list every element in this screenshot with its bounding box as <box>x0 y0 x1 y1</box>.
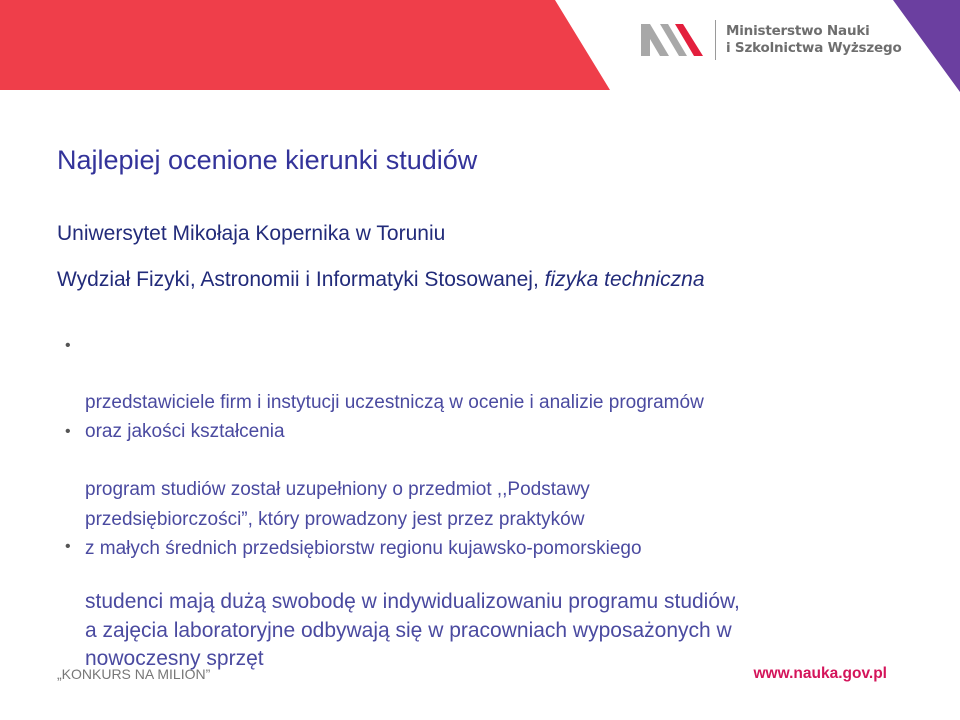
ministry-logo <box>641 18 902 62</box>
bullet-text: przedstawiciele firm i instytucji uczestniczą w ocenie i analizie programów oraz jakości kształcenia <box>85 392 704 442</box>
bullet-text: studenci mają dużą swobodę w indywidualizowaniu programu studiów, a zajęcia laboratoryjne odbywają się w pracowniach wyposażonych w nowoczesny sprzęt <box>85 590 740 670</box>
field-of-study: fizyka techniczna <box>544 268 705 291</box>
university-name: Uniwersytet Mikołaja Kopernika w Toruniu <box>57 222 446 245</box>
bullet-dot-icon: • <box>65 423 71 440</box>
ministry-name-line2: i Szkolnictwa Wyższego <box>726 40 902 56</box>
bullet-text: program studiów został uzupełniony o przedmiot ,,Podstawy przedsiębiorczości”, który prowadzony jest przez praktyków z małych średnich przedsiębiorstw regionu kujawsko-pomorskiego <box>85 479 642 559</box>
purple-corner <box>893 0 960 92</box>
footer-website-link[interactable]: www.nauka.gov.pl <box>753 665 887 682</box>
bullet-dot-icon: • <box>65 538 71 555</box>
bullet-dot-icon: • <box>65 337 71 354</box>
slide-title: Najlepiej ocenione kierunki studiów <box>57 145 478 175</box>
ministry-name <box>726 23 902 57</box>
footer-contest-label: „KONKURS NA MILION” <box>57 666 211 682</box>
faculty-name: Wydział Fizyki, Astronomii i Informatyki Stosowanej, <box>57 268 545 291</box>
ministry-name-line1: Ministerstwo Nauki <box>726 23 870 39</box>
faculty-line <box>57 268 705 292</box>
ministry-logo-icon <box>641 24 703 56</box>
logo-divider <box>715 20 716 60</box>
red-band <box>0 0 610 90</box>
